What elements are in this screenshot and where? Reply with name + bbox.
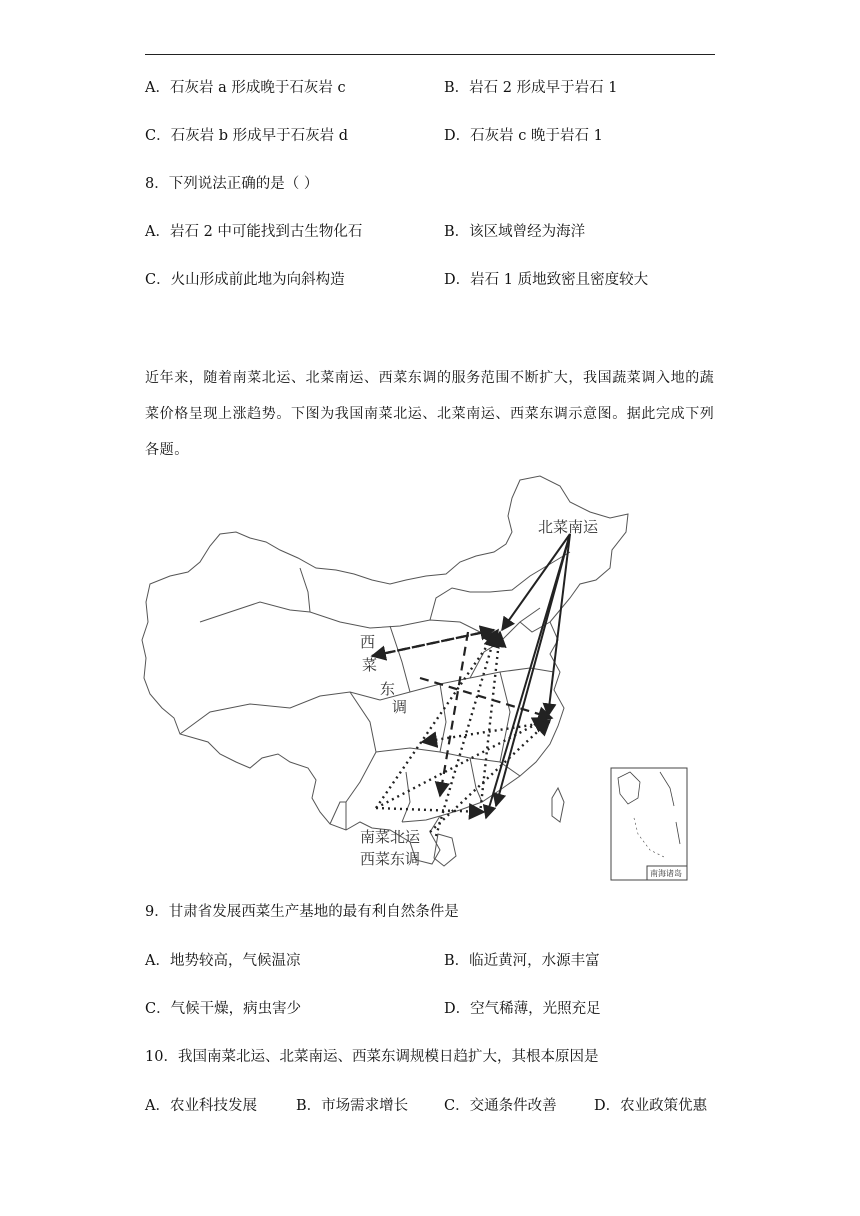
q10-option-a[interactable]: A．农业科技发展 — [145, 1098, 257, 1114]
china-vegetable-transport-map — [140, 472, 688, 884]
q9-stem: 9．甘肃省发展西菜生产基地的最有利自然条件是 — [145, 904, 459, 920]
q7-option-a[interactable]: A．石灰岩 a 形成晚于石灰岩 c — [145, 80, 346, 96]
q8-option-d[interactable]: D．岩石 1 质地致密且密度较大 — [444, 272, 649, 288]
q10-option-b[interactable]: B．市场需求增长 — [296, 1098, 409, 1114]
label-west-char-2: 菜 — [362, 656, 378, 674]
q7-option-c[interactable]: C．石灰岩 b 形成早于石灰岩 d — [145, 128, 348, 144]
q7-option-b[interactable]: B．岩石 2 形成早于岩石 1 — [444, 80, 618, 96]
q8-option-a[interactable]: A．岩石 2 中可能找到古生物化石 — [145, 224, 363, 240]
q8-stem: 8．下列说法正确的是（ ） — [145, 176, 319, 192]
q7-option-d[interactable]: D．石灰岩 c 晚于岩石 1 — [444, 128, 603, 144]
label-west-char-3: 东 — [380, 680, 396, 698]
reading-passage: 近年来，随着南菜北运、北菜南运、西菜东调的服务范围不断扩大，我国蔬菜调入地的蔬菜价格呈现上涨趋势。下图为我国南菜北运、北菜南运、西菜东调示意图。据此完成下列各题。 — [145, 370, 715, 458]
q9-option-c[interactable]: C．气候干燥，病虫害少 — [145, 1001, 302, 1017]
north-to-south-arrows — [486, 534, 570, 818]
inset-label: 南海诸岛 — [650, 869, 682, 878]
label-west-char-4: 调 — [392, 698, 408, 716]
q9-option-d[interactable]: D．空气稀薄，光照充足 — [444, 1001, 601, 1017]
q10-stem: 10．我国南菜北运、北菜南运、西菜东调规模日趋扩大，其根本原因是 — [145, 1049, 599, 1065]
q8-option-c[interactable]: C．火山形成前此地为向斜构造 — [145, 272, 345, 288]
label-north-to-south: 北菜南运 — [538, 518, 599, 536]
q8-option-b[interactable]: B．该区域曾经为海洋 — [444, 224, 586, 240]
q10-option-c[interactable]: C．交通条件改善 — [444, 1098, 557, 1114]
header-rule — [145, 54, 715, 55]
q9-option-a[interactable]: A．地势较高，气候温凉 — [145, 953, 301, 969]
label-west-to-east: 西菜东调 — [360, 850, 421, 868]
label-south-to-north: 南菜北运 — [360, 828, 421, 846]
south-china-sea-inset — [611, 768, 687, 880]
q10-option-d[interactable]: D．农业政策优惠 — [594, 1098, 708, 1114]
q9-option-b[interactable]: B．临近黄河，水源丰富 — [444, 953, 600, 969]
label-west-char-1: 西 — [360, 633, 376, 651]
